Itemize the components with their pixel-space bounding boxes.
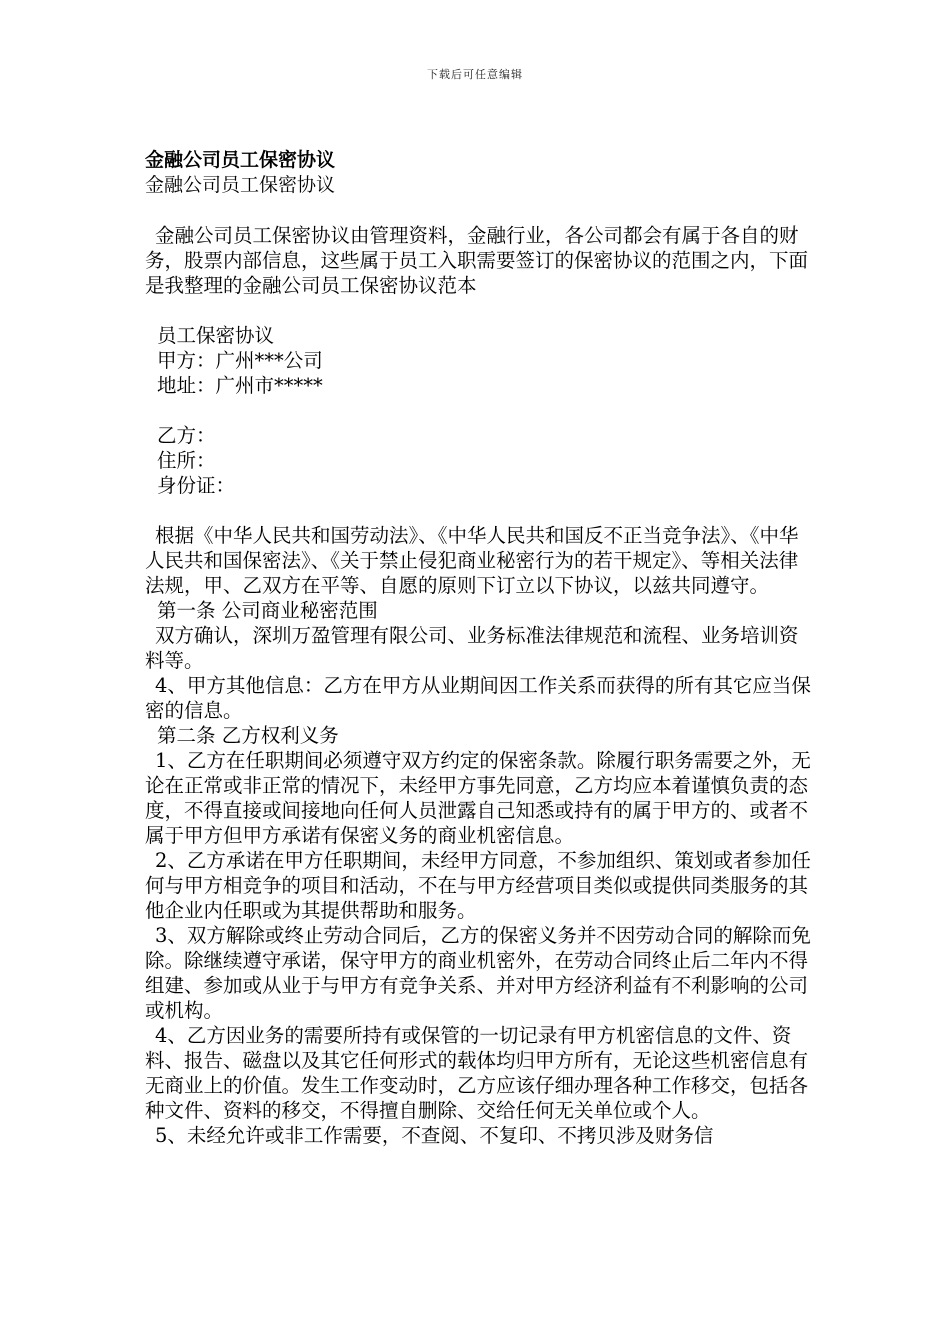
intro-paragraph: 金融公司员工保密协议由管理资料，金融行业，各公司都会有属于各自的财务，股票内部信息，这些属于员工入职需要签订的保密协议的范围之内，下面是我整理的金融公司员工保密协议范本 — [145, 224, 809, 297]
spacer — [145, 198, 815, 223]
article-1-scope-paragraph: 双方确认，深圳万盈管理有限公司、业务标准法律规范和流程、业务培训资料等。 — [145, 624, 799, 672]
article-2-item-3: 3、双方解除或终止劳动合同后，乙方的保密义务并不因劳动合同的解除而免除。除继续遵守承诺，保守甲方的商业机密外，在劳动合同终止后二年内不得组建、参加或从业于与甲方有竞争关系、并对甲方经济利益有不利影响的公司或机构。 — [145, 924, 811, 1022]
header-note: 下载后可任意编辑 — [427, 68, 523, 81]
article-2-item-4: 4、乙方因业务的需要所持有或保管的一切记录有甲方机密信息的文件、资料、报告、磁盘以及其它任何形式的载体均归甲方所有，无论这些机密信息有无商业上的价值。发生工作变动时，乙方应该仔细办理各种工作移交，包括各种文件、资料的移交，不得擅自删除、交给任何无关单位或个人。 — [145, 1024, 809, 1122]
agreement-heading: 员工保密协议 — [157, 324, 275, 347]
document-body — [145, 148, 815, 1148]
article-2-item-2: 2、乙方承诺在甲方任职期间，未经甲方同意，不参加组织、策划或者参加任何与甲方相竞争的项目和活动，不在与甲方经营项目类似或提供同类服务的其他企业内任职或为其提供帮助和服务。 — [145, 849, 811, 922]
article-2-heading: 第二条 乙方权利义务 — [157, 724, 339, 747]
spacer — [145, 398, 815, 423]
article-2-item-5: 5、未经允许或非工作需要，不查阅、不复印、不拷贝涉及财务信 — [155, 1124, 714, 1147]
document-title: 金融公司员工保密协议 — [145, 149, 336, 171]
document-subtitle: 金融公司员工保密协议 — [145, 174, 336, 196]
party-b-id-card: 身份证： — [157, 474, 236, 497]
party-b-name: 乙方： — [157, 424, 216, 447]
party-b-residence: 住所： — [157, 449, 216, 472]
article-2-item-1: 1、乙方在任职期间必须遵守双方约定的保密条款。除履行职务需要之外，无论在正常或非正常的情况下，未经甲方事先同意，乙方均应本着谨慎负责的态度，不得直接或间接地向任何人员泄露自己知悉或持有的属于甲方的、或者不属于甲方但甲方承诺有保密义务的商业机密信息。 — [145, 749, 811, 847]
spacer — [145, 298, 815, 323]
spacer — [145, 498, 815, 523]
article-1-item-4: 4、甲方其他信息：乙方在甲方从业期间因工作关系而获得的所有其它应当保密的信息。 — [145, 674, 811, 722]
party-a-name: 甲方：广州***公司 — [157, 349, 323, 372]
legal-basis-paragraph: 根据《中华人民共和国劳动法》、《中华人民共和国反不正当竞争法》、《中华人民共和国保密法》、《关于禁止侵犯商业秘密行为的若干规定》、等相关法律法规，甲、乙双方在平等、自愿的原则下订立以下协议，以兹共同遵守。 — [145, 524, 799, 597]
article-1-heading: 第一条 公司商业秘密范围 — [157, 599, 378, 622]
party-a-address: 地址：广州市***** — [157, 374, 323, 397]
